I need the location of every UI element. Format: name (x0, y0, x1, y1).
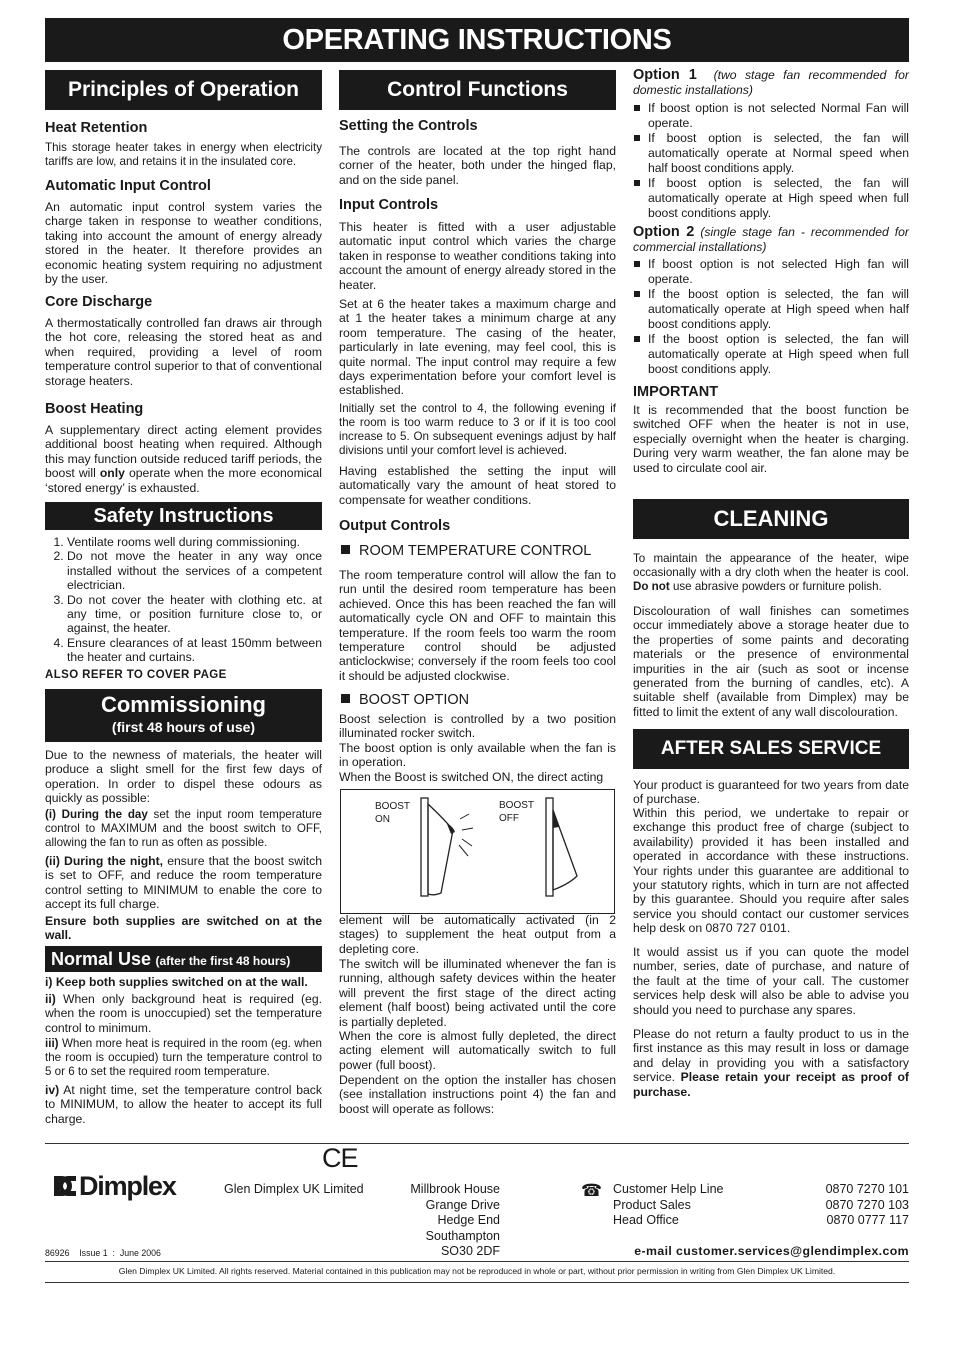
commissioning-intro: Due to the newness of materials, the heater will produce a slight smell for the first few days of operation. In order to dispel these odours as quickly as possible: (45, 748, 322, 806)
option2-list (633, 257, 909, 377)
glow-line (462, 828, 473, 830)
room-temp-text: The room temperature control will allow the fan to run until the desired room temperature has been achieved. Once this has been reached the fan will automatically cycle ON and OFF to maintain this temperature. If the room feels too warm the room temperature control should be adjusted anticlockwise; conversely if the room feels too cool it should be adjusted clockwise. (339, 568, 616, 683)
commissioning-ensure: Ensure both supplies are switched on at the wall. (45, 914, 322, 943)
footer-divider (45, 1282, 909, 1283)
contact-row: Product Sales 0870 7270 103 (613, 1197, 909, 1212)
after-sales-p2: Within this period, we undertake to repair or exchange this product free of charge (subject to availability) provided it has been installed and operated in accordance with these instructions. Your rights under this guarantee are additional to your statutory rights, which in turn are not affected by this guarantee. Should you require after sales service you should contact our customer services help desk on 0870 727 0101. (633, 806, 909, 936)
cleaning-p2: Discolouration of wall finishes can sometimes occur immediately above a storage heater due to the properties of some paints and decorating materials or the presence of environmental impurities in the air (such as soot or incense generated from the burning of candles, etc). A suitable shelf (available from Dimplex) may be fitted to limit the extent of any wall discolouration. (633, 604, 909, 719)
option1-heading: Option 1 (two stage fan recommended for domestic installations) (633, 67, 909, 97)
after-sales-header (633, 729, 909, 769)
normal-use-iii: iii) When more heat is required in the room (eg. when the room is occupied) turn the temperature control to 5 or 6 to set the required room temperature. (45, 1037, 322, 1078)
output-controls-heading: Output Controls (339, 518, 451, 534)
switch-on-panel (421, 798, 428, 896)
normal-use-title: Normal Use (51, 949, 152, 969)
boost-off-label: BOOST OFF (499, 800, 535, 824)
boost-option-p2: The boost option is only available when the fan is in operation. (339, 741, 616, 770)
input-controls-p1: This heater is fitted with a user adjustable automatic input control which varies the charge taken in response to weather conditions taking into account the amount of energy already stored in the heater. (339, 220, 616, 292)
footer-divider (45, 1261, 909, 1262)
contact-row: Head Office 0870 0777 117 (613, 1213, 909, 1227)
switch-off-dot (553, 810, 559, 828)
boost-option-p1: Boost selection is controlled by a two position illuminated rocker switch. (339, 712, 616, 741)
automatic-input-text: An automatic input control system varies the charge taken in response to weather conditions, taking into account the amount of energy already stored in the heater. It therefore provides an economic heating system requiring no adjustment by the user. (45, 200, 322, 287)
list-item: If boost option is not selected High fan will operate. (633, 257, 909, 287)
boost-option-p6: When the core is almost fully depleted, the direct acting element will automatically switch to full power (full boost). (339, 1029, 616, 1072)
document-reference: 86926 Issue 1 : June 2006 (45, 1248, 161, 1258)
after-sales-p1: Your product is guaranteed for two years from date of purchase. (633, 778, 909, 807)
safety-list (45, 535, 322, 665)
input-controls-heading: Input Controls (339, 197, 439, 213)
setting-controls-heading: Setting the Controls (339, 118, 478, 134)
page-title: OPERATING INSTRUCTIONS (282, 24, 672, 56)
boost-option-p3: When the Boost is switched ON, the direct acting (339, 770, 604, 784)
switch-on-rocker (428, 804, 453, 895)
commissioning-subtitle: (first 48 hours of use) (111, 719, 256, 735)
core-discharge-heading: Core Discharge (45, 294, 153, 310)
normal-use-iv: iv) At night time, set the temperature control back to MINIMUM, to allow the heater to accept its full charge. (45, 1083, 322, 1126)
cleaning-header (633, 499, 909, 539)
important-text: It is recommended that the boost function be switched OFF when the heater is not in use, especially overnight when the heater is charging. During very warm weather, the fan alone may be used to circulate cool air. (633, 403, 909, 475)
safety-title: Safety Instructions (93, 505, 274, 527)
list-item: If the boost option is selected, the fan will automatically operate at High speed when full boost conditions apply. (633, 332, 909, 377)
commissioning-header (45, 689, 322, 742)
footer-divider (45, 1143, 909, 1144)
commissioning-title: Commissioning (100, 692, 266, 717)
normal-use-i: i) Keep both supplies switched on at the wall. (45, 975, 308, 989)
list-item: If boost option is selected, the fan will automatically operate at High speed when full boost conditions apply. (633, 176, 909, 221)
heat-retention-text: This storage heater takes in energy when electricity tariffs are low, and retains it in the insulated core. (45, 141, 322, 168)
company-name: Glen Dimplex UK Limited (224, 1182, 364, 1196)
page-title-bar (45, 18, 909, 62)
list-item: 4. Ensure clearances of at least 150mm between the heater and curtains. (67, 636, 322, 665)
core-discharge-text: A thermostatically controlled fan draws air through the hot core, releasing the stored heat as and when required, providing a level of room temperature control superior to that of conventional storage heaters. (45, 316, 322, 388)
boost-heating-heading: Boost Heating (45, 401, 144, 417)
control-functions-header (339, 70, 616, 110)
glow-line (459, 845, 468, 856)
also-refer-note: ALSO REFER TO COVER PAGE (45, 669, 227, 681)
list-item: If the boost option is selected, the fan will automatically operate at High speed when half boost conditions apply. (633, 287, 909, 332)
glow-line (462, 839, 472, 846)
normal-use-ii: ii) When only background heat is required (eg. when the room is unoccupied) set the temperature control to minimum. (45, 992, 322, 1035)
safety-header (45, 502, 322, 530)
dimplex-logo (52, 1170, 176, 1202)
list-item: 3. Do not cover the heater with clothing etc. at any time, or position furniture close to, or against, the heater. (67, 593, 322, 636)
glow-line (460, 814, 469, 819)
input-controls-p3: Initially set the control to 4, the following evening if the room is too warm reduce to 3 or if it is too cool increase to 5. On subsequent evenings adjust by half divisions until your comfort level is achieved. (339, 402, 616, 457)
after-sales-p4: Please do not return a faulty product to us in the first instance as this may result in loss or damage and delay in providing you with a satisfactory service. Please retain your receipt as proof of purchase. (633, 1027, 909, 1099)
boost-switch-diagram (340, 789, 615, 914)
list-item: 1. Ventilate rooms well during commissioning. (67, 535, 322, 549)
after-sales-p3: It would assist us if you can quote the model number, series, date of purchase, and nature of the fault at the time of your call. The customer services help desk will also be able to advise you should you need to purchase any spares. (633, 945, 909, 1017)
rocker-switch-illustration (341, 790, 614, 913)
phone-icon: ☎ (581, 1181, 603, 1200)
commissioning-day: (i) During the day set the input room temperature control to MAXIMUM and the boost switch to OFF, allowing the fan to run as often as possible. (45, 808, 322, 849)
contact-row: Customer Help Line 0870 7270 101 (613, 1182, 909, 1196)
contact-list (613, 1182, 909, 1229)
commissioning-night: (ii) During the night, ensure that the boost switch is set to OFF, and reduce the room temperature control setting to MINIMUM to enable the core to accept its full charge. (45, 854, 322, 912)
control-functions-title: Control Functions (387, 78, 568, 101)
copyright-notice: Glen Dimplex UK Limited. All rights reserved. Material contained in this publication may not be reproduced in whole or part, without prior permission in writing from Glen Dimplex UK Limited. (118, 1266, 836, 1276)
input-controls-p2: Set at 6 the heater takes a maximum charge and at 1 the heater takes a minimum charge at any room temperature. The casing of the heater, particularly in late evening, may feel cool, this is quite normal. The input control may require a few days experimentation before your comfort level is established. (339, 297, 616, 398)
boost-option-p5: The switch will be illuminated whenever the fan is running, although safety devices within the heater will prevent the first stage of the direct acting element (half boost) being activated until the core is partially depleted. (339, 957, 616, 1029)
boost-on-label: BOOST ON (375, 801, 411, 825)
input-controls-p4: Having established the setting the input will automatically vary the amount of heat stored to compensate for weather conditions. (339, 464, 616, 507)
list-item: 2. Do not move the heater in any way once installed without the services of a competent electrician. (67, 549, 322, 592)
option1-list (633, 101, 909, 221)
boost-option-heading: BOOST OPTION (341, 692, 469, 708)
room-temp-heading: ROOM TEMPERATURE CONTROL (341, 543, 591, 559)
company-address: Millbrook House Grange Drive Hedge End Southampton SO30 2DF (410, 1182, 500, 1258)
option2-heading: Option 2 (single stage fan - recommended for commercial installations) (633, 224, 909, 254)
cleaning-title: CLEANING (713, 506, 829, 531)
dimplex-logo-mark-icon (52, 1174, 78, 1198)
switch-off-panel (546, 798, 553, 896)
list-item: If boost option is not selected Normal Fan will operate. (633, 101, 909, 131)
boost-option-p4: element will be automatically activated (in 2 stages) to supplement the heat output from a depleting core. (339, 913, 616, 956)
cleaning-p1: To maintain the appearance of the heater, wipe occasionally with a dry cloth when the heater is cool. Do not use abrasive powders or furniture polish. (633, 552, 909, 593)
important-heading: IMPORTANT (633, 384, 719, 400)
after-sales-title: AFTER SALES SERVICE (660, 738, 882, 759)
normal-use-header (45, 946, 322, 972)
principles-header (45, 70, 322, 110)
dimplex-logo-text: Dimplex (79, 1170, 176, 1201)
boost-option-p7: Dependent on the option the installer has chosen (see installation instructions point 4) the fan and boost will operate as follows: (339, 1073, 616, 1116)
boost-heating-text: A supplementary direct acting element provides additional boost heating when required. Although this may function outside reduced tariff periods, the boost will only operate when the more economical ‘stored energy’ is exhausted. (45, 423, 323, 495)
normal-use-subtitle: (after the first 48 hours) (155, 954, 291, 968)
heat-retention-heading: Heat Retention (45, 120, 148, 136)
list-item: If boost option is selected, the fan will automatically operate at Normal speed when half boost conditions apply. (633, 131, 909, 176)
ce-mark: CE (322, 1143, 358, 1173)
automatic-input-heading: Automatic Input Control (45, 178, 211, 194)
switch-on-light (447, 824, 455, 834)
principles-title: Principles of Operation (67, 78, 300, 101)
support-email: e-mail customer.services@glendimplex.com (634, 1244, 909, 1258)
setting-controls-text: The controls are located at the top right hand corner of the heater, both under the hinged flap, and on the side panel. (339, 144, 616, 187)
